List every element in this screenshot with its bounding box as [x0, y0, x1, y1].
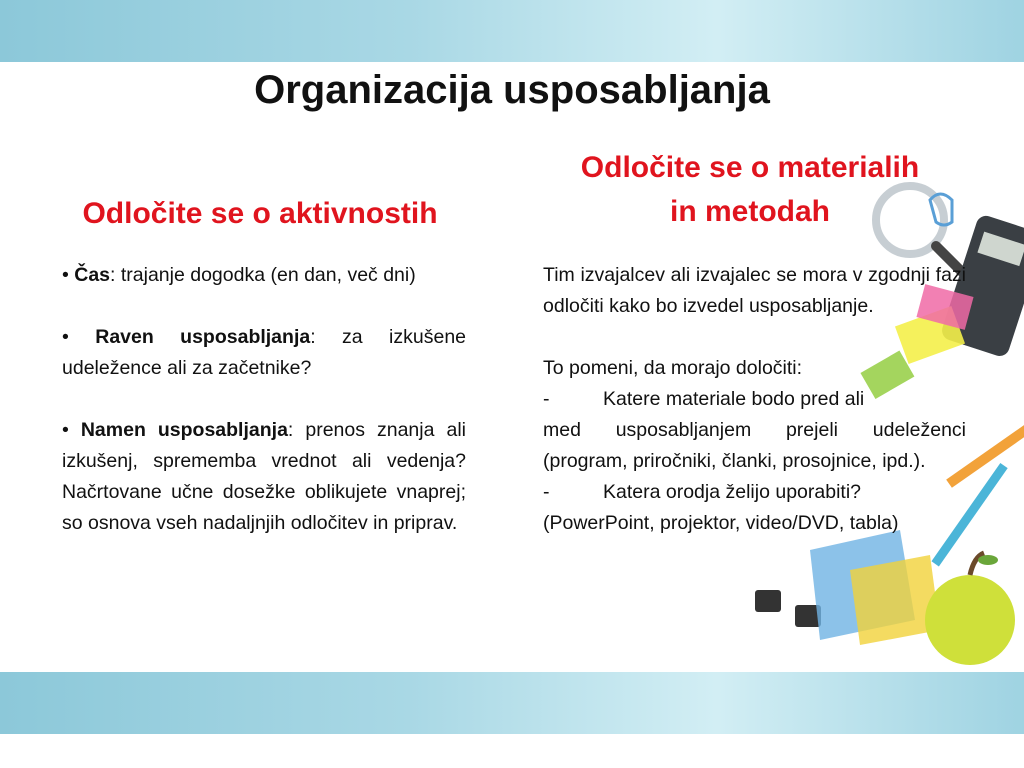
right-heading: [540, 146, 960, 234]
item-label: Čas: [74, 264, 111, 286]
dash-marker: -: [543, 481, 550, 503]
item-label: Raven usposabljanja: [95, 326, 311, 348]
right-heading-line1: Odločite se o materialih: [580, 151, 920, 184]
item-text: : za izkušene udeležence ali za začetnike?: [62, 326, 467, 379]
list-item: [62, 415, 466, 539]
dash-item-first: Katere materiale bodo pred ali: [603, 388, 865, 410]
dash-item-rest: med usposabljanjem prejeli udeleženci (program, priročniki, članki, prosojnice, ipd.).: [543, 419, 966, 472]
activities-list: [62, 260, 466, 570]
dash-item: [543, 477, 966, 508]
bottom-banner: [0, 672, 1024, 734]
intro-paragraph: Tim izvajalcev ali izvajalec se mora v zgodnji fazi odločiti kako bo izvedel usposabljanje.: [543, 264, 966, 317]
slide-title: Organizacija usposabljanja: [254, 68, 770, 112]
list-item: [62, 260, 466, 291]
dash-item: [543, 384, 966, 415]
top-banner: [0, 0, 1024, 62]
bullet-icon: •: [62, 264, 69, 286]
requirements-lead: To pomeni, da morajo določiti:: [543, 357, 803, 379]
right-heading-line2: in metodah: [669, 195, 830, 228]
bullet-icon: •: [62, 326, 69, 348]
list-item: [62, 322, 466, 384]
item-text: : prenos znanja ali izkušenj, sprememba vrednot ali vedenja? Načrtovane učne dosežke oblikujete vnaprej; so osnova vseh nadaljnjih odločitev in priprav.: [62, 419, 466, 534]
dash-item-rest: (PowerPoint, projektor, video/DVD, tabla): [543, 512, 899, 534]
item-label: Namen usposabljanja: [80, 419, 288, 441]
dash-item-first: Katera orodja želijo uporabiti?: [603, 481, 861, 503]
left-heading: Odločite se o aktivnostih: [82, 197, 438, 230]
materials-text: [543, 260, 966, 539]
bullet-icon: •: [62, 419, 69, 441]
item-text: : trajanje dogodka (en dan, več dni): [110, 264, 416, 286]
dash-marker: -: [543, 388, 550, 410]
